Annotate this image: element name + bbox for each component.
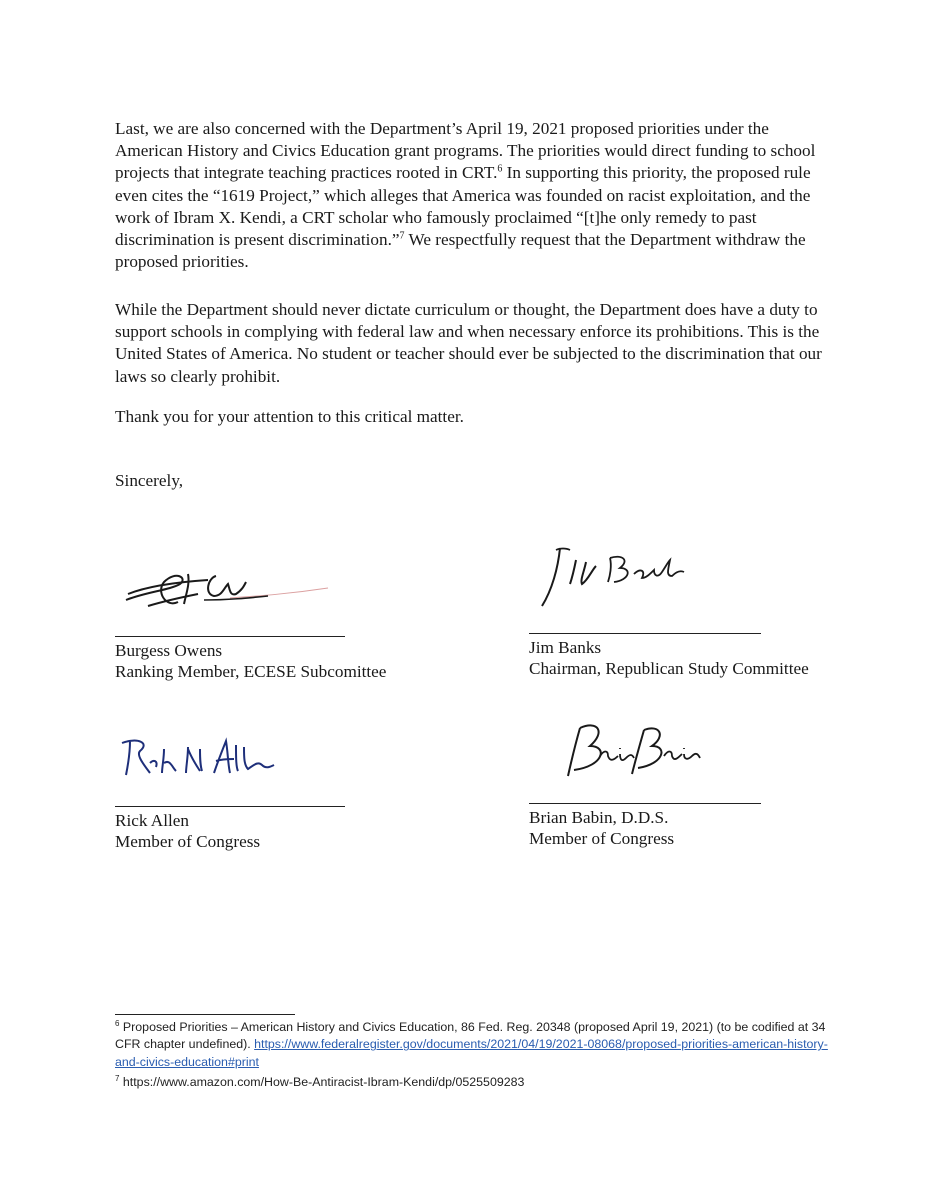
signature-line <box>529 633 761 634</box>
footnote-divider <box>115 1014 295 1015</box>
footnote-number: 7 <box>115 1073 120 1083</box>
signatory-name: Rick Allen <box>115 811 189 830</box>
signature-line <box>115 636 345 637</box>
paragraph-text: In supporting this priority, the proposed rule even cites the “1619 Project,” which alleges that America was founded on racist exploitation, and the work of Ibram X. Kendi, a CRT scholar who famously proclaimed “[t]he only remedy to past discrimination is present discrimination.” <box>115 163 811 250</box>
paragraph-thanks: Thank you for your attention to this critical matter. <box>115 407 464 426</box>
paragraph-text: Last, we are also concerned with the Department’s April 19, 2021 proposed priorities under the American History and Civics Education grant programs. The priorities would direct funding to school projects that integrate teaching practices rooted in CRT. <box>115 119 816 183</box>
signature-line <box>529 803 761 804</box>
signature-owens <box>118 560 348 620</box>
closing: Sincerely, <box>115 471 184 490</box>
footnote-7 <box>115 1074 835 1091</box>
signature-babin <box>560 718 710 788</box>
signatory-name: Jim Banks <box>529 638 602 657</box>
signatory-name: Brian Babin, D.D.S. <box>529 808 669 827</box>
paragraph-text: We respectfully request that the Department withdraw the proposed priorities. <box>115 230 806 272</box>
footnote-number: 6 <box>115 1018 120 1028</box>
footnote-link[interactable]: https://www.federalregister.gov/documents/2021/04/19/2021-08068/proposed-priorities-american-history-and-civics-education#print <box>115 1037 828 1069</box>
signatory-title: Member of Congress <box>529 829 675 848</box>
footnote-ref: 6 <box>497 163 503 175</box>
signatory-name: Burgess Owens <box>115 641 223 660</box>
footnote-6 <box>115 1019 835 1071</box>
signatory-title: Ranking Member, ECESE Subcomittee <box>115 662 387 681</box>
signatory-title: Chairman, Republican Study Committee <box>529 659 809 678</box>
signature-allen <box>118 735 288 785</box>
footnote-text: https://www.amazon.com/How-Be-Antiracist-Ibram-Kendi/dp/0525509283 <box>119 1075 525 1089</box>
signatory-title: Member of Congress <box>115 832 261 851</box>
footnote-text: Proposed Priorities – American History and Civics Education, 86 Fed. Reg. 20348 (proposed April 19, 2021) (to be codified at 34 CFR chapter undefined). <box>115 1020 826 1052</box>
signature-line <box>115 806 345 807</box>
paragraph-duty: While the Department should never dictate curriculum or thought, the Department does have a duty to support schools in complying with federal law and when necessary enforce its prohibitions. This is the United States of America. No student or teacher should ever be subjected to the discrimination that our laws so clearly prohibit. <box>115 300 822 386</box>
signature-banks <box>530 540 710 615</box>
footnote-ref: 7 <box>399 230 405 242</box>
paragraph-priorities <box>115 118 830 273</box>
